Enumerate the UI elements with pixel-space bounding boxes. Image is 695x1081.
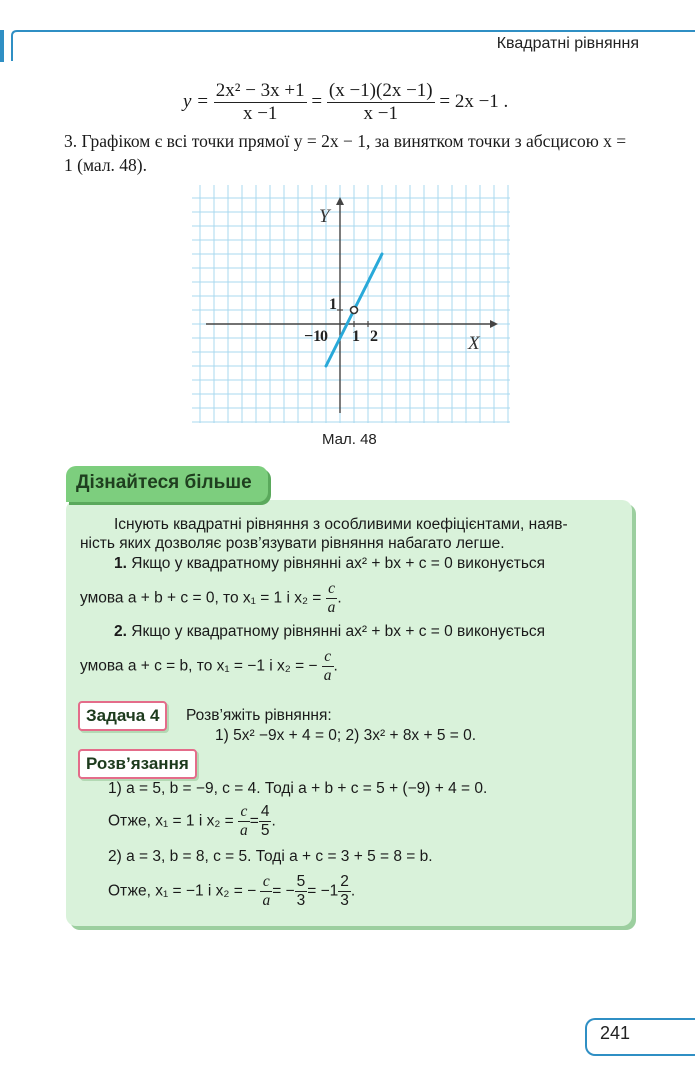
eq-lhs: y =: [183, 90, 210, 112]
sol2-frac1-num: c: [240, 803, 248, 820]
solution-line-3: 2) a = 3, b = 8, c = 5. Тоді a + c = 3 + 5 = 8 = b.: [108, 848, 433, 865]
solution-line-4-frac-2: [295, 873, 308, 910]
sol4-frac2-den: 3: [296, 892, 306, 909]
intro-line-2: ність яких дозволяє розв’язувати рівняння набагато легше.: [80, 535, 505, 552]
rule-2-end: .: [333, 657, 338, 675]
rule-2-fraction: [322, 648, 334, 685]
figure-48-graph: [192, 185, 510, 423]
rule-1-frac-den: a: [327, 599, 336, 616]
sol2-frac1-den: a: [240, 822, 248, 839]
eq-equals: =: [311, 90, 323, 112]
solution-line-2: [108, 803, 276, 840]
graph-background: [192, 185, 510, 423]
rule-2-frac-num: c: [324, 648, 332, 665]
eq-frac2-num: (x −1)(2x −1): [328, 80, 433, 101]
x-tick-0: 0: [320, 328, 328, 345]
sol2-frac2-den: 5: [260, 822, 270, 839]
x-axis-label: X: [468, 333, 480, 354]
rule-2-text: Якщо у квадратному рівнянні ax² + bx + c = 0 виконується: [131, 623, 546, 640]
header-title: Квадратні рівняння: [496, 35, 639, 52]
sol4-frac2-num: 5: [296, 873, 306, 890]
x-tick-2: 2: [370, 328, 378, 345]
eq-rhs: = 2x −1 .: [439, 90, 509, 112]
eq-frac1-num: 2x² − 3x +1: [215, 80, 305, 101]
task-4-prompt: Розв’яжіть рівняння:: [186, 707, 332, 724]
sol4-frac3-den: 3: [340, 892, 349, 909]
solution-line-4-eq-2: = −1: [307, 882, 339, 900]
rule-1-frac-num: c: [328, 580, 335, 597]
solution-line-1: 1) a = 5, b = −9, c = 4. Тоді a + b + c = 5 + (−9) + 4 = 0.: [108, 780, 488, 797]
rule-1-text: Якщо у квадратному рівнянні ax² + bx + c = 0 виконується: [131, 555, 546, 572]
eq-frac2-den: x −1: [327, 102, 435, 125]
figure-caption: Мал. 48: [322, 431, 377, 448]
eq-fraction-2: [327, 80, 435, 125]
solution-line-4-end: .: [350, 882, 356, 900]
y-tick-1: 1: [329, 296, 337, 313]
sol4-frac1-num: c: [262, 873, 270, 890]
sol4-frac3-num: 2: [340, 873, 349, 890]
x-tick-minus-1: −1: [304, 328, 322, 345]
rule-1-cond-text: умова a + b + c = 0, то x₁ = 1 і x₂ =: [80, 589, 322, 607]
excluded-point: [351, 307, 358, 314]
rule-2-line: [114, 622, 545, 642]
rule-1-fraction: [326, 580, 338, 617]
solution-line-4-text: Отже, x₁ = −1 і x₂ = −: [108, 882, 257, 900]
simplification-equation: [183, 80, 508, 125]
task-4-equations: 1) 5x² −9x + 4 = 0; 2) 3x² + 8x + 5 = 0.: [215, 727, 477, 744]
rule-2-number: 2.: [114, 623, 127, 640]
paragraph-3: 3. Графіком є всі точки прямої y = 2x − 1, за винятком точки з абсцисою x = 1 (мал. 48).: [64, 131, 627, 175]
learn-more-title: Дізнайтеся більше: [76, 472, 252, 493]
task-4-label: Задача 4: [78, 701, 167, 731]
rule-1-line: [114, 554, 545, 574]
sol4-frac1-den: a: [262, 892, 271, 909]
sol2-frac2-num: 4: [260, 803, 270, 820]
solution-line-2-frac-1: [238, 803, 250, 840]
rule-2-condition: [80, 648, 338, 685]
y-axis-label: Y: [319, 206, 330, 227]
solution-label: Розв’язання: [78, 749, 197, 779]
solution-line-2-end: .: [271, 812, 276, 830]
solution-line-4-frac-3: [338, 873, 351, 910]
solution-line-2-eq: =: [249, 812, 259, 830]
rule-1-end: .: [337, 589, 342, 607]
rule-1-condition: [80, 580, 342, 617]
eq-fraction-1: [214, 80, 307, 125]
solution-line-4: [108, 873, 355, 910]
page-number: 241: [600, 1023, 631, 1043]
rule-1-number: 1.: [114, 555, 127, 572]
solution-line-2-text: Отже, x₁ = 1 і x₂ =: [108, 812, 234, 830]
rule-2-cond-text: умова a + c = b, то x₁ = −1 і x₂ = −: [80, 657, 318, 675]
solution-line-4-eq-1: = −: [272, 882, 295, 900]
solution-line-4-frac-1: [260, 873, 272, 910]
rule-2-frac-den: a: [323, 667, 332, 684]
eq-frac1-den: x −1: [214, 102, 307, 125]
x-tick-1: 1: [352, 328, 360, 345]
intro-line-1: Існують квадратні рівняння з особливими коефіцієнтами, наяв-: [114, 516, 568, 533]
solution-line-2-frac-2: [259, 803, 272, 840]
